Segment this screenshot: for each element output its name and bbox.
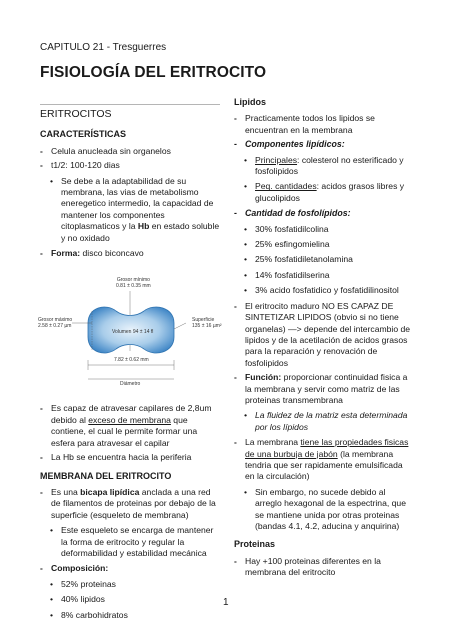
subheading-fosfolipidos: - Cantidad de fosfolípidos:: [234, 208, 414, 219]
page-number: 1: [223, 597, 229, 608]
sub-list-item: • 25% esfingomielina: [234, 239, 414, 250]
superficie-label: Superficie 135 ± 16 µm²: [192, 317, 222, 330]
section-title-eritrocitos: ERITROCITOS: [40, 104, 220, 122]
page-title: FISIOLOGÍA DEL ERITROCITO: [40, 64, 267, 81]
sub-list-item: • 52% proteinas: [40, 579, 220, 590]
sub-list-item: • Principales: colesterol no esterificado y fosfolipidos: [234, 155, 414, 178]
list-item: - Celula anucleada sin organelos: [40, 146, 220, 157]
list-item: - t1/2: 100-120 dias: [40, 160, 220, 171]
sub-list-item: • Peq. cantidades: acidos grasos libres y glucolipidos: [234, 181, 414, 204]
sub-list-item: • 14% fosfatidilserina: [234, 270, 414, 281]
right-column: [234, 97, 414, 582]
sub-list-item: • 3% acido fosfatidico y fosfatidilinositol: [234, 285, 414, 296]
sub-list-item: • 40% lipidos: [40, 594, 220, 605]
list-item: - Practicamente todos los lipidos se encuentran en la membrana: [234, 113, 414, 136]
grosor-minimo-label: Grosor mínimo 0.81 ± 0.35 mm: [116, 277, 151, 290]
list-item: - Función: proporcionar continuidad fisica a la membrana y servir como matriz de las proteinas transmembrana: [234, 372, 414, 406]
heading-proteinas: Proteinas: [234, 539, 276, 550]
list-item: - El eritrocito maduro NO ES CAPAZ DE SINTETIZAR LIPIDOS (obvio si no tiene organelas) —> depende del intercambio de lipidos y de la acetilación de acidos grasos para la reparación y renovación de fosfolipidos: [234, 301, 414, 369]
sub-list-item: • Se debe a la adaptabilidad de su membrana, las vias de metabolismo eneregetico intermedio, la capacidad de mantener los componentes citoplasmaticos y la Hb en estado soluble y no oxidado: [40, 176, 220, 244]
heading-caracteristicas: CARACTERÍSTICAS: [40, 129, 127, 140]
erythrocyte-diagram: [36, 265, 226, 397]
list-item: - Es capaz de atravesar capilares de 2,8um debido al exceso de membrana que contiene, el cual le permite formar una esfera para atravesar el capilar: [40, 403, 220, 449]
sub-list-item: • 30% fosfatidilcolina: [234, 224, 414, 235]
sub-list-item: • Este esqueleto se encarga de mantener la forma de eritrocito y regular la deformabilidad y estabilidad mecánica: [40, 525, 220, 559]
list-item: - Forma: disco biconcavo: [40, 248, 220, 259]
list-item: - Hay +100 proteinas diferentes en la membrana del eritrocito: [234, 556, 414, 579]
sub-list-item: • 8% carbohidratos: [40, 610, 220, 621]
sub-list-item: • Sin embargo, no sucede debido al arreglo hexagonal de la espectrina, que se mantiene unida por otras proteinas (bandas 4.1, 4.2, aducina y anquirina): [234, 487, 414, 533]
sub-list-item: • 25% fosfatidiletanolamina: [234, 254, 414, 265]
chapter-header: CAPITULO 21 - Tresguerres: [40, 42, 167, 53]
list-item: - La membrana tiene las propiedades fisicas de una burbuja de jabón (la membrana tendria que ser rapidamente emulsificada en la circulación): [234, 437, 414, 483]
grosor-maximo-label: Grosor máximo 2.58 ± 0.27 µm: [38, 317, 73, 330]
list-item: - La Hb se encuentra hacia la periferia: [40, 452, 220, 463]
diametro-label: Diámetro: [120, 381, 141, 388]
list-item: - Es una bicapa lipídica anclada a una red de filamentos de proteinas por debajo de la superficie (esqueleto de membrana): [40, 487, 220, 521]
sub-list-item: • La fluidez de la matriz esta determinada por los lípidos: [234, 410, 414, 433]
volumen-label: Volumen 94 ± 14 fl: [112, 329, 154, 336]
heading-membrana: MEMBRANA DEL ERITROCITO: [40, 470, 172, 481]
diametro-value-label: 7.82 ± 0.62 mm: [114, 357, 149, 364]
subheading-componentes: - Componentes lipídicos:: [234, 139, 414, 150]
left-column: [40, 104, 220, 625]
heading-lipidos: Lipidos: [234, 97, 266, 107]
list-item-composicion: - Composición:: [40, 563, 220, 574]
